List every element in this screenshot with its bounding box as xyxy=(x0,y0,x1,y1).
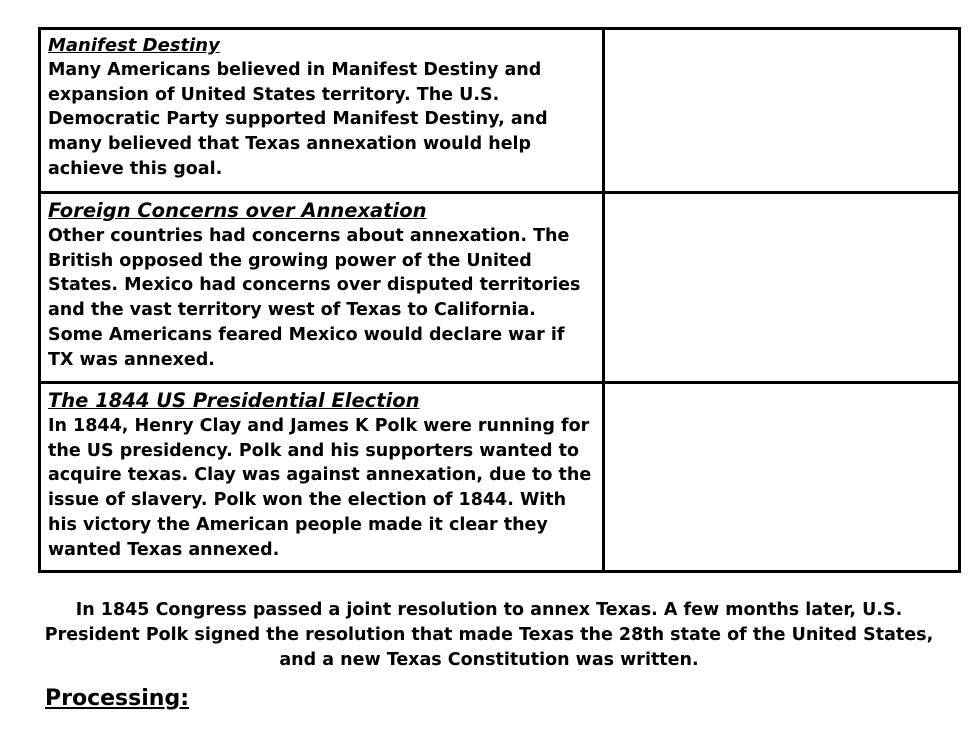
table-row xyxy=(40,383,960,572)
section-heading: Manifest Destiny xyxy=(48,35,220,56)
topic-cell-manifest-destiny xyxy=(40,29,604,193)
topic-cell-foreign-concerns xyxy=(40,193,604,383)
section-heading: Foreign Concerns over Annexation xyxy=(48,199,427,222)
response-text[interactable] xyxy=(605,194,958,209)
response-text[interactable] xyxy=(605,30,958,45)
response-cell[interactable] xyxy=(604,193,960,383)
response-cell[interactable] xyxy=(604,29,960,193)
table-row xyxy=(40,29,960,193)
section-heading: The 1844 US Presidential Election xyxy=(48,389,420,412)
response-cell[interactable] xyxy=(604,383,960,572)
response-text[interactable] xyxy=(605,384,958,399)
notes-table xyxy=(38,27,961,573)
table-row xyxy=(40,193,960,383)
topic-cell-1844-election xyxy=(40,383,604,572)
processing-heading: Processing: xyxy=(45,686,189,711)
section-text: Many Americans believed in Manifest Destiny and expansion of United States territory. The U.S. Democratic Party supported Manifest Destiny, and many believed that Texas annexation would help achieve this goal. xyxy=(48,60,548,179)
section-text: In 1844, Henry Clay and James K Polk were running for the US presidency. Polk and his supporters wanted to acquire texas. Clay was against annexation, due to the issue of slavery. Polk won the election of 1844. With his victory the American people made it clear they wanted Texas annexed. xyxy=(48,416,592,560)
summary-paragraph: In 1845 Congress passed a joint resolution to annex Texas. A few months later, U.S. President Polk signed the resolution that made Texas the 28th state of the United States, and a new Texas Constitution was written. xyxy=(44,600,934,670)
section-text: Other countries had concerns about annexation. The British opposed the growing power of the United States. Mexico had concerns over disputed territories and the vast territory west of Texas to California. Some Americans feared Mexico would declare war if TX was annexed. xyxy=(48,226,581,370)
